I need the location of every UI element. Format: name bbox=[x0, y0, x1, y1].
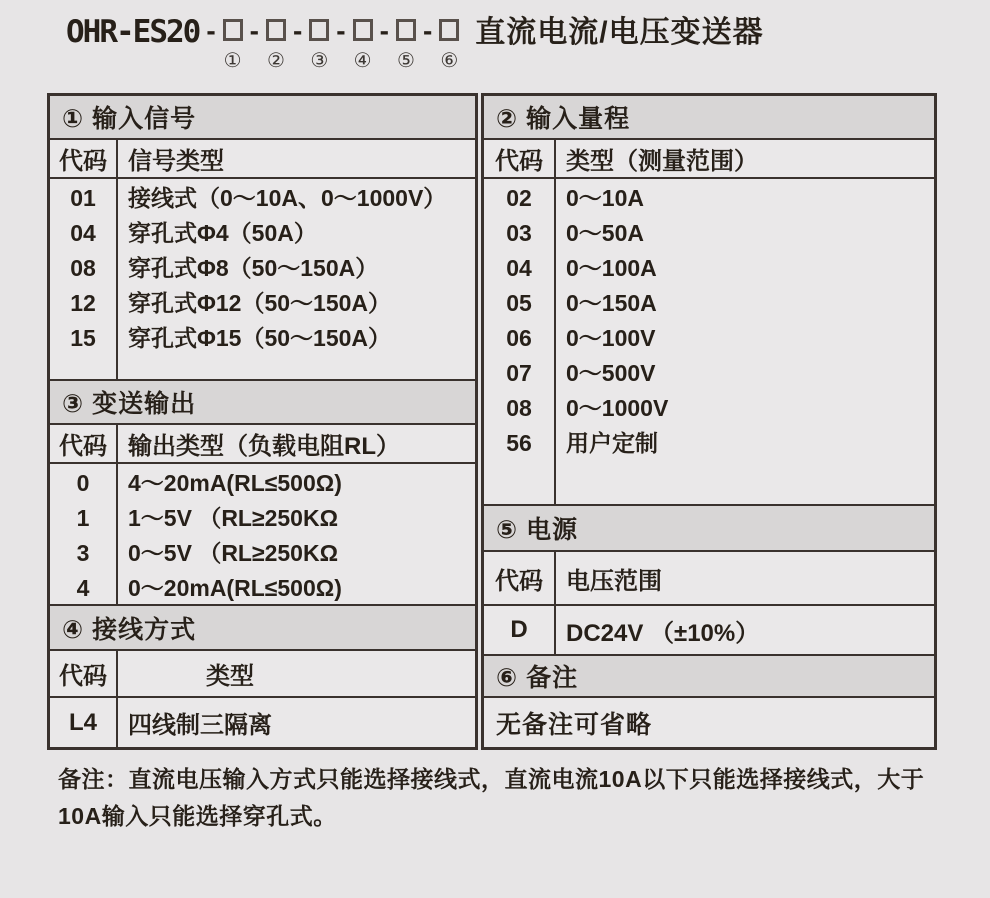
col-header-code: 代码 bbox=[484, 552, 556, 604]
code-value: 01 bbox=[70, 185, 96, 211]
code-value: 08 bbox=[70, 255, 96, 281]
remarks-row: 无备注可省略 bbox=[484, 696, 934, 747]
code-segment bbox=[199, 14, 242, 73]
type-value: 0～100A bbox=[566, 255, 657, 281]
section-header-power: ⑤ 电源 bbox=[484, 504, 934, 550]
type-value: DC24V （±10%） bbox=[566, 619, 760, 647]
col-header-code: 代码 bbox=[50, 425, 118, 462]
code-value: L4 bbox=[50, 698, 118, 747]
code-value: 02 bbox=[506, 185, 532, 211]
col-header-code: 代码 bbox=[484, 140, 556, 177]
input-signal-body bbox=[50, 177, 475, 379]
code-value: 4 bbox=[76, 575, 90, 601]
code-value: 12 bbox=[70, 290, 96, 316]
code-value: 3 bbox=[76, 540, 90, 566]
code-value: 07 bbox=[506, 360, 532, 386]
output-body bbox=[50, 462, 475, 604]
col-header-code: 代码 bbox=[50, 651, 118, 696]
code-value: 08 bbox=[506, 395, 532, 421]
type-value: 0～10A bbox=[566, 185, 644, 211]
code-placeholder-box bbox=[309, 19, 329, 41]
type-value: 0～500V bbox=[566, 360, 656, 386]
dash-separator: - bbox=[249, 15, 259, 46]
type-column bbox=[556, 179, 934, 504]
section-header-input-range: ② 输入量程 bbox=[484, 96, 934, 138]
type-value: 0～5V （RL≥250KΩ bbox=[128, 540, 339, 566]
code-value: 56 bbox=[506, 430, 532, 456]
type-value: 0～20mA(RL≤500Ω) bbox=[128, 575, 342, 601]
code-segment bbox=[243, 14, 286, 73]
col-header-type: 类型（测量范围） bbox=[566, 148, 758, 175]
wiring-row bbox=[50, 696, 475, 747]
column-header-row bbox=[484, 138, 934, 177]
product-name: 直流电流/电压变送器 bbox=[475, 16, 764, 49]
code-column bbox=[484, 179, 556, 504]
section-header-output: ③ 变送输出 bbox=[50, 379, 475, 423]
type-value: 穿孔式Φ4（50A） bbox=[128, 220, 317, 246]
code-value: 05 bbox=[506, 290, 532, 316]
type-value: 穿孔式Φ12（50～150A） bbox=[128, 290, 392, 316]
type-value: 接线式（0～10A、0～1000V） bbox=[128, 185, 447, 211]
code-value: 04 bbox=[70, 220, 96, 246]
model-number: OHR-ES20 bbox=[66, 14, 200, 50]
type-value: 四线制三隔离 bbox=[128, 712, 272, 739]
type-value: 4～20mA(RL≤500Ω) bbox=[128, 470, 342, 496]
code-placeholder-box bbox=[223, 19, 243, 41]
position-number: ② bbox=[267, 50, 285, 72]
code-segment bbox=[329, 14, 372, 73]
code-column bbox=[50, 179, 118, 379]
type-value: 0～150A bbox=[566, 290, 657, 316]
position-number: ③ bbox=[310, 50, 329, 72]
position-number: ⑤ bbox=[396, 50, 415, 72]
type-value: 用户定制 bbox=[566, 430, 658, 456]
col-header-type: 电压范围 bbox=[566, 567, 662, 595]
footnote: 备注：直流电压输入方式只能选择接线式，直流电流10A以下只能选择接线式，大于10A输入只能选择穿孔式。 bbox=[58, 766, 925, 829]
column-header-row bbox=[50, 138, 475, 177]
position-number: ① bbox=[223, 50, 242, 72]
type-value: 0～100V bbox=[566, 325, 656, 351]
dash-separator: - bbox=[336, 15, 346, 46]
code-value: 06 bbox=[506, 325, 532, 351]
col-header-type: 输出类型（负载电阻RL） bbox=[128, 433, 400, 460]
right-table-panel bbox=[481, 93, 937, 750]
type-value: 0～1000V bbox=[566, 395, 669, 421]
dash-separator: - bbox=[206, 15, 216, 46]
type-value: 穿孔式Φ8（50～150A） bbox=[128, 255, 379, 281]
left-table-panel bbox=[47, 93, 478, 750]
code-segment bbox=[373, 14, 416, 73]
column-header-row bbox=[50, 649, 475, 696]
type-value: 穿孔式Φ15（50～150A） bbox=[128, 325, 392, 351]
section-header-input-signal: ① 输入信号 bbox=[50, 96, 475, 138]
code-value: 03 bbox=[506, 220, 532, 246]
section-header-remarks: ⑥ 备注 bbox=[484, 654, 934, 696]
code-placeholder-box bbox=[266, 19, 286, 41]
position-number: ⑥ bbox=[440, 50, 459, 72]
code-placeholder-box bbox=[439, 19, 459, 41]
code-value: 04 bbox=[506, 255, 532, 281]
code-segment bbox=[286, 14, 329, 73]
code-segment bbox=[416, 14, 459, 73]
col-header-code: 代码 bbox=[50, 140, 118, 177]
code-value: 15 bbox=[70, 325, 96, 351]
dash-separator: - bbox=[422, 15, 433, 46]
code-placeholder-box bbox=[396, 19, 416, 41]
column-header-row bbox=[50, 423, 475, 462]
type-column bbox=[118, 464, 475, 604]
code-value: 1 bbox=[76, 505, 90, 531]
dash-separator: - bbox=[379, 15, 389, 46]
column-header-row bbox=[484, 550, 934, 604]
code-value: D bbox=[484, 606, 556, 654]
power-row bbox=[484, 604, 934, 654]
col-header-type: 信号类型 bbox=[128, 148, 224, 175]
type-value: 1～5V （RL≥250KΩ bbox=[128, 505, 339, 531]
type-value: 0～50A bbox=[566, 220, 644, 246]
ordering-code-title bbox=[66, 14, 764, 73]
code-placeholder-box bbox=[353, 19, 373, 41]
col-header-type: 类型 bbox=[206, 663, 254, 690]
selection-table bbox=[47, 93, 937, 750]
code-column bbox=[50, 464, 118, 604]
dash-separator: - bbox=[292, 15, 303, 46]
input-range-body bbox=[484, 177, 934, 504]
code-value: 0 bbox=[76, 470, 90, 496]
section-header-wiring: ④ 接线方式 bbox=[50, 604, 475, 649]
type-column bbox=[118, 179, 475, 379]
position-number: ④ bbox=[353, 50, 372, 72]
